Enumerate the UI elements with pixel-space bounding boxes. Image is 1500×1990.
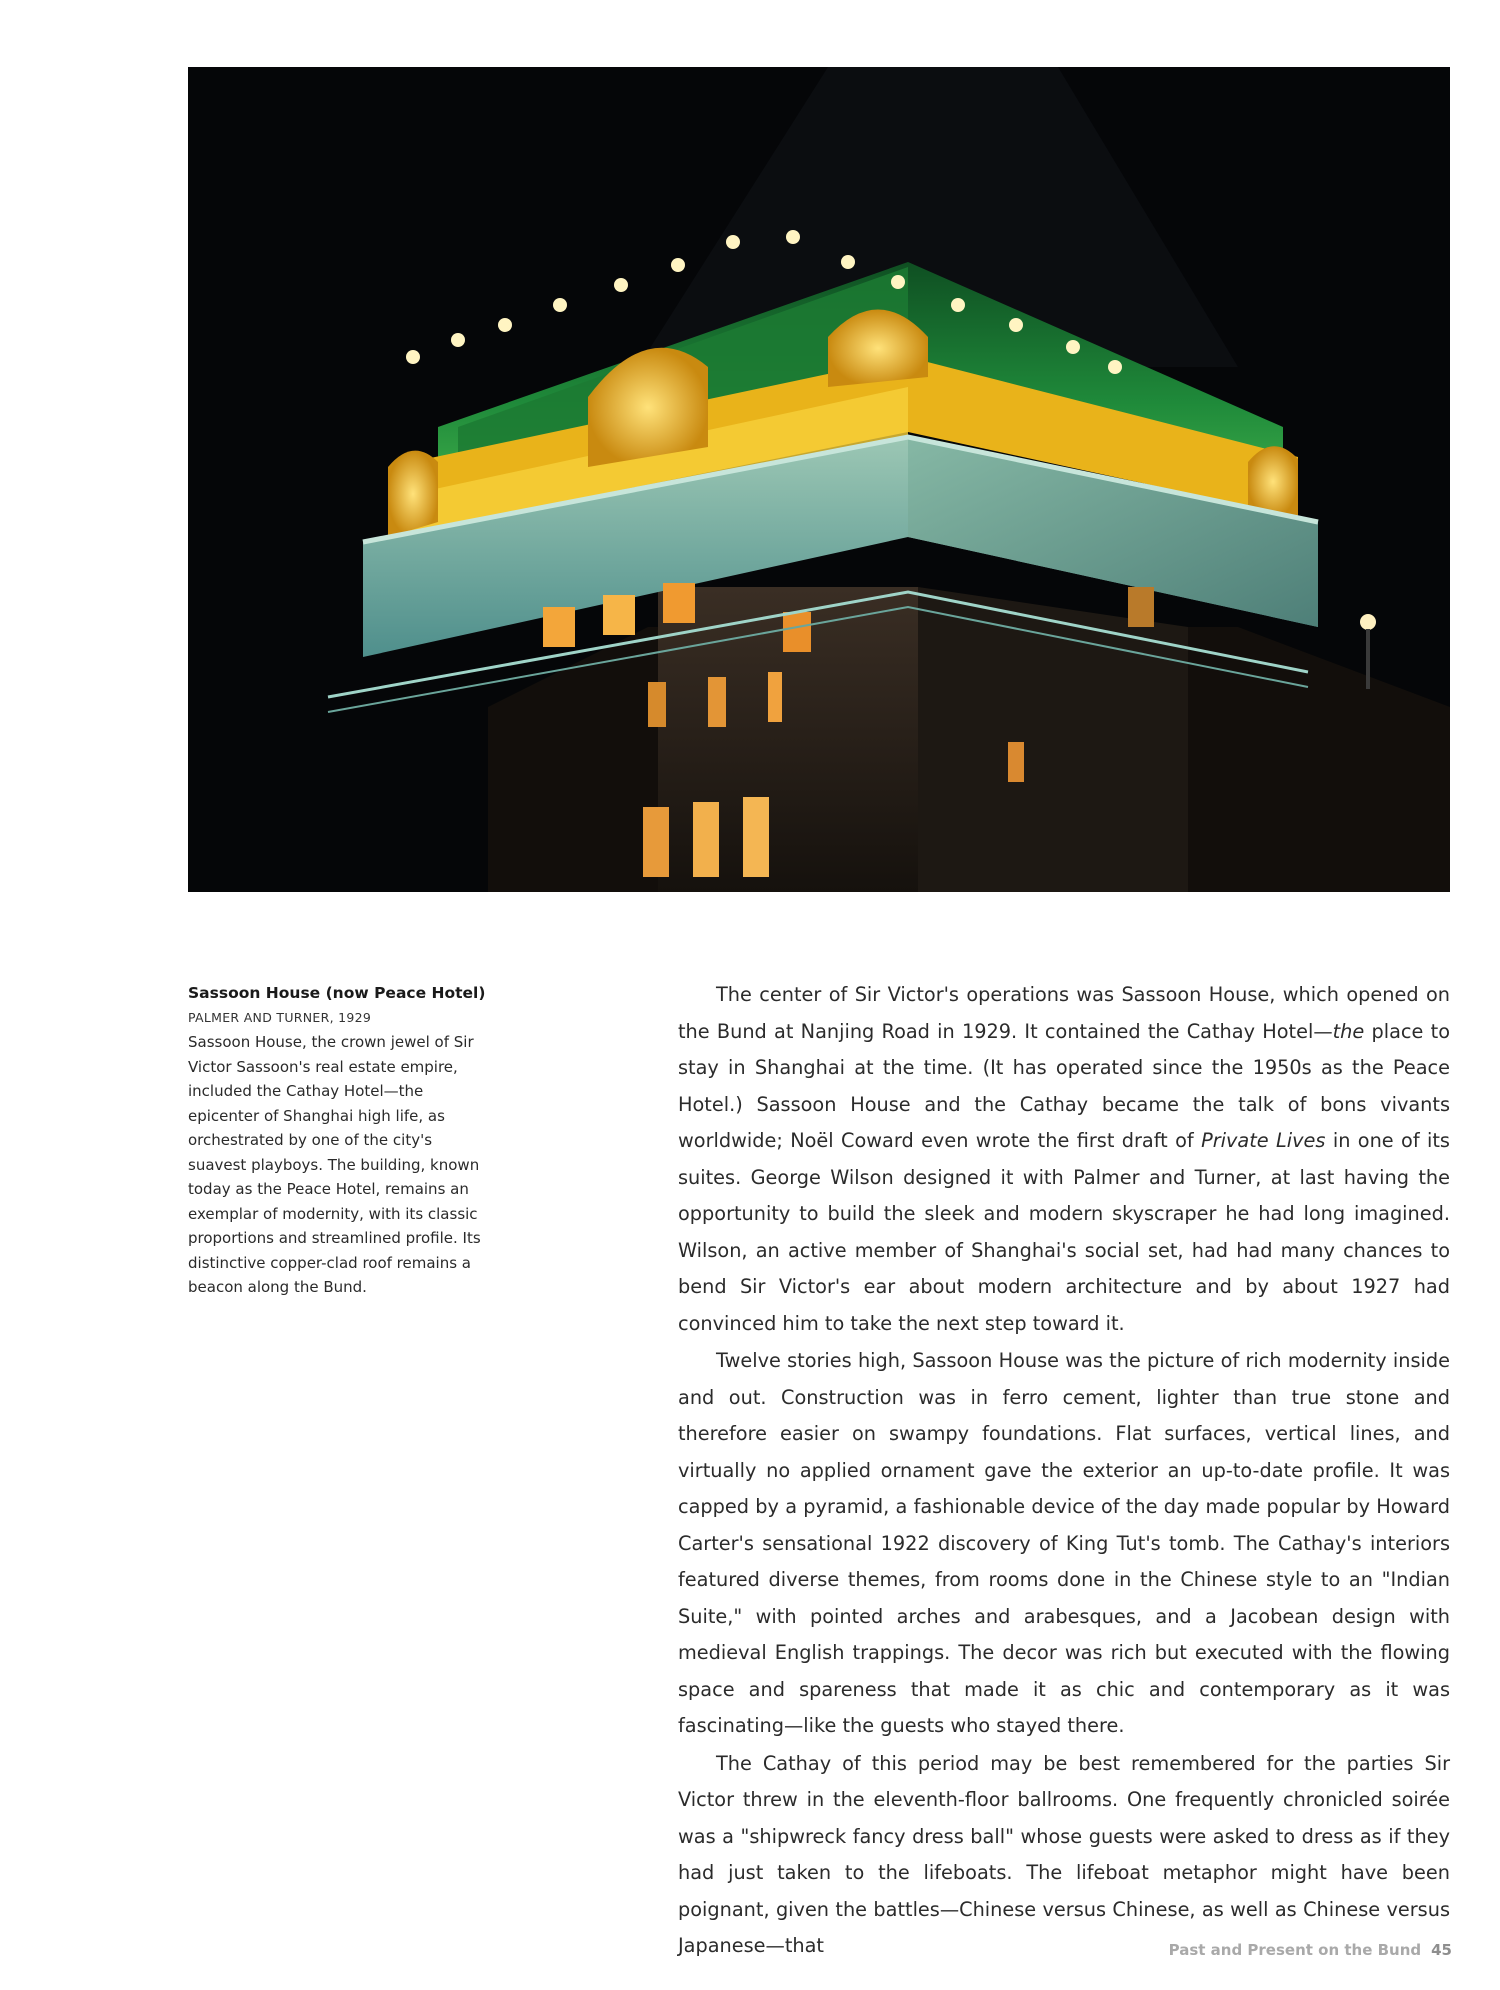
p1-text-a: The center of Sir Victor's operations was Sassoon House, which opened on the Bund at Nanjing Road in 1929. It contained the Cathay Hotel— <box>678 983 1450 1043</box>
p1-text-e: in one of its suites. George Wilson designed it with Palmer and Turner, at last having the opportunity to build the sleek and modern skyscraper he had long imagined. Wilson, an active member of Shanghai's social set, had had many chances to bend Sir Victor's ear about modern architecture and by about 1927 had convinced him to take the next step toward it. <box>678 1129 1450 1335</box>
article-body <box>678 977 1450 1966</box>
photo-caption <box>188 981 488 1300</box>
caption-title: Sassoon House (now Peace Hotel) <box>188 984 486 1002</box>
p1-emphasis-the: the <box>1332 1019 1365 1043</box>
page-footer <box>1169 1941 1452 1959</box>
paragraph-3: The Cathay of this period may be best remembered for the parties Sir Victor threw in the eleventh-floor ballrooms. One frequently chronicled soirée was a "shipwreck fancy dress ball" whose guests were asked to dress as if they had just taken to the lifeboats. The lifeboat metaphor might have been poignant, given the battles—Chinese versus Chinese, as well as Chinese versus Japanese—that <box>678 1751 1450 1957</box>
paragraph-1 <box>678 977 1450 1342</box>
sassoon-house-night-image <box>188 67 1450 892</box>
running-title: Past and Present on the Bund <box>1168 1941 1422 1959</box>
page-number: 45 <box>1431 1941 1452 1959</box>
caption-body: Sassoon House, the crown jewel of Sir Victor Sassoon's real estate empire, included the Cathay Hotel—the epicenter of Shanghai high life, as orchestrated by one of the city's suavest playboys. The building, known today as the Peace Hotel, remains an exemplar of modernity, with its classic proportions and streamlined profile. Its distinctive copper-clad roof remains a beacon along the Bund. <box>188 1033 481 1296</box>
p1-text-c: place to stay in Shanghai at the time. (It has operated since the 1950s as the Peace Hotel.) Sassoon House and the Cathay became the talk of bons vivants worldwide; Noël Coward even wrote the first draft of <box>678 1019 1450 1152</box>
paragraph-2: Twelve stories high, Sassoon House was the picture of rich modernity inside and out. Construction was in ferro cement, lighter than true stone and therefore easier on swampy foundations. Flat surfaces, vertical lines, and virtually no applied ornament gave the exterior an up-to-date profile. It was capped by a pyramid, a fashionable device of the day made popular by Howard Carter's sensational 1922 discovery of King Tut's tomb. The Cathay's interiors featured diverse themes, from rooms done in the Chinese style to an "Indian Suite," with pointed arches and arabesques, and a Jacobean design with medieval English trappings. The decor was rich but executed with the flowing space and spareness that made it as chic and contemporary as it was fascinating—like the guests who stayed there. <box>678 1349 1450 1737</box>
caption-credit: PALMER AND TURNER, 1929 <box>188 1009 372 1025</box>
p1-title-private-lives: Private Lives <box>1201 1129 1326 1152</box>
building-photo <box>188 67 1450 892</box>
